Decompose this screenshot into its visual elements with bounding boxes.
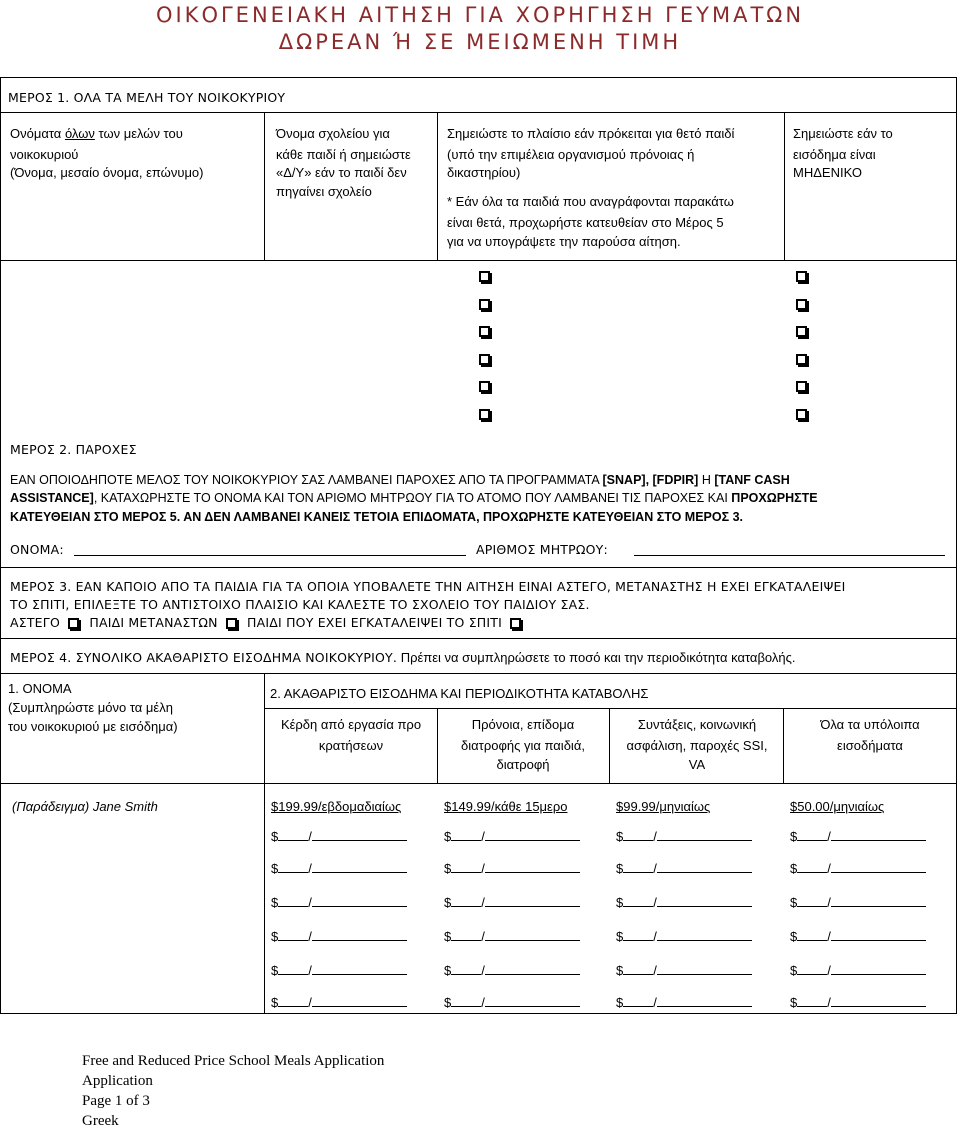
welfare-amount-field[interactable] — [444, 828, 580, 845]
frequency-separator: / — [653, 895, 657, 910]
frequency-separator: / — [308, 861, 312, 876]
dollar-sign: $ — [790, 895, 798, 910]
dollar-sign: $ — [271, 895, 279, 910]
dollar-sign: $ — [616, 995, 624, 1010]
footer-page-number: Page 1 of 3 — [82, 1093, 150, 1109]
part1-col3-note-line1: * Εάν όλα τα παιδιά που αναγράφονται παρακάτω — [447, 194, 734, 209]
welfare-header-line1: Πρόνοια, επίδομα — [471, 717, 575, 732]
other-income-header-line2: εισοδήματα — [837, 738, 903, 753]
outer-border-left — [0, 77, 1, 1013]
part1-col1-header-line3: (Όνομα, μεσαίο όνομα, επώνυμο) — [10, 165, 204, 180]
part4-sub-divider-3 — [783, 708, 784, 783]
part4-col1-header-line3: του νοικοκυριού με εισόδημα) — [8, 719, 178, 734]
other-amount-field[interactable] — [790, 962, 926, 979]
dollar-sign: $ — [790, 995, 798, 1010]
part2-instructions-line2: ASSISTANCE], ΚΑΤΑΧΩΡΗΣΤΕ ΤΟ ΟΝΟΜΑ ΚΑΙ ΤΟΝ ΑΡΙΘΜΟ ΜΗΤΡΩΟΥ ΓΙΑ ΤΟ ΑΤΟΜΟ ΠΟΥ ΛΑΜΒΑΝΕΙ ΤΙΣ ΠΑΡΟΧΕΣ ΚΑΙ ΠΡΟΧΩΡΗΣΤΕ — [10, 491, 818, 505]
part4-subheader-top — [264, 708, 957, 709]
part3-instructions-line2: ΤΟ ΣΠΙΤΙ, ΕΠΙΛΕΞΤΕ ΤΟ ΑΝΤΙΣΤΟΙΧΟ ΠΛΑΙΣΙΟ ΚΑΙ ΚΑΛΕΣΤΕ ΤΟ ΣΧΟΛΕΙΟ ΤΟΥ ΠΑΙΔΙΟΥ ΣΑΣ. — [10, 597, 590, 612]
welfare-amount-field[interactable] — [444, 928, 580, 945]
dollar-sign: $ — [616, 895, 624, 910]
frequency-separator: / — [827, 861, 831, 876]
earnings-amount-field[interactable] — [271, 894, 407, 911]
earnings-amount-field[interactable] — [271, 928, 407, 945]
dollar-sign: $ — [271, 829, 279, 844]
part1-divider — [0, 112, 957, 113]
migrant-label: ΠΑΙΔΙ ΜΕΤΑΝΑΣΤΩΝ — [89, 615, 218, 630]
part2-name-field[interactable] — [74, 541, 466, 556]
frequency-separator: / — [308, 829, 312, 844]
part3-instructions-line1: ΜΕΡΟΣ 3. ΕΑΝ ΚΑΠΟΙΟ ΑΠΟ ΤΑ ΠΑΙΔΙΑ ΓΙΑ ΤΑ ΟΠΟΙΑ ΥΠΟΒΑΛΕΤΕ ΤΗΝ ΑΙΤΗΣΗ ΕΙΝΑΙ ΑΣΤΕΓΟ, ΜΕΤΑΝΑΣΤΗΣ Η ΕΧΕΙ ΕΓΚΑΤΑΛΕΙΨΕΙ — [10, 579, 846, 594]
part2-case-number-field[interactable] — [634, 541, 945, 556]
frequency-separator: / — [653, 829, 657, 844]
part1-col2-header-line2: κάθε παιδί ή σημειώστε — [276, 147, 411, 162]
footer-language: Greek — [82, 1113, 119, 1129]
homeless-label: ΑΣΤΕΓΟ — [10, 615, 60, 630]
dollar-sign: $ — [271, 963, 279, 978]
part4-col1-header-line1: 1. ΟΝΟΜΑ — [8, 681, 72, 696]
pensions-amount-field[interactable] — [616, 928, 752, 945]
part4-heading: ΜΕΡΟΣ 4. ΣΥΝΟΛΙΚΟ ΑΚΑΘΑΡΙΣΤΟ ΕΙΣΟΔΗΜΑ ΝΟΙΚΟΚΥΡΙΟΥ. Πρέπει να συμπληρώσετε το ποσό και την περιοδικότητα καταβολής. — [10, 650, 796, 665]
outer-border-bottom — [0, 1013, 957, 1014]
other-amount-field[interactable] — [790, 928, 926, 945]
foster-checkbox[interactable] — [479, 351, 490, 369]
frequency-separator: / — [481, 929, 485, 944]
part1-col4-header-line3: ΜΗΔΕΝΙΚΟ — [793, 165, 862, 180]
dollar-sign: $ — [616, 861, 624, 876]
frequency-separator: / — [308, 895, 312, 910]
example-pensions: $99.99/μηνιαίως — [616, 799, 711, 814]
dollar-sign: $ — [444, 861, 452, 876]
dollar-sign: $ — [616, 963, 624, 978]
homeless-checkbox[interactable] — [68, 618, 79, 629]
foster-checkbox[interactable] — [479, 406, 490, 424]
other-amount-field[interactable] — [790, 860, 926, 877]
part4-subheader-bottom — [0, 783, 957, 784]
dollar-sign: $ — [790, 929, 798, 944]
part2-instructions-line1: ΕΑΝ ΟΠΟΙΟΔΗΠΟΤΕ ΜΕΛΟΣ ΤΟΥ ΝΟΙΚΟΚΥΡΙΟΥ ΣΑΣ ΛΑΜΒΑΝΕΙ ΠΑΡΟΧΕΣ ΑΠΟ ΤΑ ΠΡΟΓΡΑΜΜΑΤΑ [SNAP], [FDPIR] Η [TANF CASH — [10, 473, 790, 487]
earnings-amount-field[interactable] — [271, 828, 407, 845]
dollar-sign: $ — [444, 995, 452, 1010]
frequency-separator: / — [481, 861, 485, 876]
part1-col-divider-2 — [437, 112, 438, 260]
dollar-sign: $ — [790, 861, 798, 876]
part4-sub-divider-2 — [609, 708, 610, 783]
frequency-separator: / — [827, 929, 831, 944]
foster-checkbox[interactable] — [479, 378, 490, 396]
part3-divider — [0, 638, 957, 639]
zero-income-checkbox[interactable] — [796, 378, 807, 396]
part1-col2-header-line1: Όνομα σχολείου για — [276, 126, 390, 141]
dollar-sign: $ — [271, 929, 279, 944]
frequency-separator: / — [653, 963, 657, 978]
part1-header-bottom — [0, 260, 957, 261]
dollar-sign: $ — [444, 829, 452, 844]
zero-income-checkbox[interactable] — [796, 296, 807, 314]
part1-col2-header-line3: «Δ/Υ» εάν το παιδί δεν — [276, 165, 407, 180]
part1-col1-header: Ονόματα όλων των μελών του — [10, 126, 183, 141]
part1-col1-header-line2: νοικοκυριού — [10, 147, 79, 162]
footer-form-name: Free and Reduced Price School Meals Application — [82, 1053, 385, 1069]
welfare-header-line2: διατροφής για παιδιά, — [461, 738, 585, 753]
example-welfare: $149.99/κάθε 15μερο — [444, 799, 568, 814]
earnings-amount-field[interactable] — [271, 860, 407, 877]
form-title-line-2: ΔΩΡΕΑΝ Ή ΣΕ ΜΕΙΩΜΕΝΗ ΤΙΜΗ — [278, 30, 682, 54]
runaway-label: ΠΑΙΔΙ ΠΟΥ ΕΧΕΙ ΕΓΚΑΤΑΛΕΙΨΕΙ ΤΟ ΣΠΙΤΙ — [247, 615, 503, 630]
foster-checkbox[interactable] — [479, 268, 490, 286]
dollar-sign: $ — [616, 929, 624, 944]
outer-border-right — [956, 77, 957, 1013]
zero-income-checkbox[interactable] — [796, 406, 807, 424]
dollar-sign: $ — [790, 829, 798, 844]
migrant-checkbox[interactable] — [226, 618, 237, 629]
welfare-amount-field[interactable] — [444, 894, 580, 911]
part1-col-divider-1 — [264, 112, 265, 260]
foster-checkbox[interactable] — [479, 296, 490, 314]
pensions-header-line1: Συντάξεις, κοινωνική — [637, 717, 757, 732]
part1-heading: ΜΕΡΟΣ 1. ΟΛΑ ΤΑ ΜΕΛΗ ΤΟΥ ΝΟΙΚΟΚΥΡΙΟΥ — [8, 90, 286, 105]
part1-col-divider-3 — [784, 112, 785, 260]
runaway-checkbox[interactable] — [510, 618, 521, 629]
pensions-amount-field[interactable] — [616, 828, 752, 845]
part3-options — [10, 614, 521, 631]
part4-col2-title: 2. ΑΚΑΘΑΡΙΣΤΟ ΕΙΣΟΔΗΜΑ ΚΑΙ ΠΕΡΙΟΔΙΚΟΤΗΤΑ ΚΑΤΑΒΟΛΗΣ — [270, 686, 649, 701]
dollar-sign: $ — [444, 963, 452, 978]
part2-case-number-label: ΑΡΙΘΜΟΣ ΜΗΤΡΩΟΥ: — [476, 542, 608, 557]
frequency-separator: / — [481, 963, 485, 978]
welfare-amount-field[interactable] — [444, 860, 580, 877]
part4-divider — [0, 673, 957, 674]
zero-income-checkbox[interactable] — [796, 323, 807, 341]
outer-border-top — [0, 77, 957, 78]
other-income-header-line1: Όλα τα υπόλοιπα — [820, 717, 920, 732]
dollar-sign: $ — [444, 929, 452, 944]
pensions-amount-field[interactable] — [616, 962, 752, 979]
frequency-separator: / — [308, 963, 312, 978]
dollar-sign: $ — [271, 995, 279, 1010]
other-amount-field[interactable] — [790, 828, 926, 845]
other-amount-field[interactable] — [790, 994, 926, 1011]
frequency-separator: / — [827, 829, 831, 844]
welfare-amount-field[interactable] — [444, 994, 580, 1011]
part2-heading: ΜΕΡΟΣ 2. ΠΑΡΟΧΕΣ — [10, 442, 137, 457]
welfare-header-line3: διατροφή — [496, 757, 550, 772]
frequency-separator: / — [653, 929, 657, 944]
example-earnings: $199.99/εβδομαδιαίως — [271, 799, 402, 814]
earnings-amount-field[interactable] — [271, 994, 407, 1011]
zero-income-checkbox[interactable] — [796, 268, 807, 286]
earnings-amount-field[interactable] — [271, 962, 407, 979]
earnings-header-line2: κρατήσεων — [318, 738, 384, 753]
part1-col4-header-line1: Σημειώστε εάν το — [793, 126, 893, 141]
welfare-amount-field[interactable] — [444, 962, 580, 979]
frequency-separator: / — [481, 895, 485, 910]
example-other: $50.00/μηνιαίως — [790, 799, 885, 814]
example-name: (Παράδειγμα) Jane Smith — [12, 799, 158, 814]
frequency-separator: / — [653, 861, 657, 876]
frequency-separator: / — [308, 995, 312, 1010]
part1-col3-header-line2: (υπό την επιμέλεια οργανισμού πρόνοιας ή — [447, 147, 695, 162]
frequency-separator: / — [827, 963, 831, 978]
part1-col3-header-line3: δικαστηρίου) — [447, 165, 521, 180]
form-title-line-1: ΟΙΚΟΓΕΝΕΙΑΚΗ ΑΙΤΗΣΗ ΓΙΑ ΧΟΡΗΓΗΣΗ ΓΕΥΜΑΤΩΝ — [155, 3, 805, 27]
part4-sub-divider-1 — [437, 708, 438, 783]
part1-col4-header-line2: εισόδημα είναι — [793, 147, 876, 162]
dollar-sign: $ — [790, 963, 798, 978]
frequency-separator: / — [653, 995, 657, 1010]
pensions-amount-field[interactable] — [616, 894, 752, 911]
frequency-separator: / — [827, 995, 831, 1010]
part1-col3-note-line2: είναι θετά, προχωρήστε κατευθείαν στο Μέρος 5 — [447, 215, 724, 230]
pensions-header-line3: VA — [688, 757, 706, 772]
dollar-sign: $ — [444, 895, 452, 910]
earnings-header-line1: Κέρδη από εργασία προ — [280, 717, 422, 732]
dollar-sign: $ — [616, 829, 624, 844]
dollar-sign: $ — [271, 861, 279, 876]
frequency-separator: / — [481, 829, 485, 844]
part2-instructions-line3: ΚΑΤΕΥΘΕΙΑΝ ΣΤΟ ΜΕΡΟΣ 5. ΑΝ ΔΕΝ ΛΑΜΒΑΝΕΙ ΚΑΝΕΙΣ ΤΕΤΟΙΑ ΕΠΙΔΟΜΑΤΑ, ΠΡΟΧΩΡΗΣΤΕ ΚΑΤΕΥΘΕΙΑΝ ΣΤΟ ΜΕΡΟΣ 3. — [10, 510, 744, 524]
part2-name-label: ΟΝΟΜΑ: — [10, 542, 64, 557]
part2-divider — [0, 567, 957, 568]
pensions-header-line2: ασφάλιση, παροχές SSI, — [626, 738, 768, 753]
part1-col3-header-line1: Σημειώστε το πλαίσιο εάν πρόκειται για θετό παιδί — [447, 126, 735, 141]
frequency-separator: / — [481, 995, 485, 1010]
footer-form-type: Application — [82, 1073, 153, 1089]
frequency-separator: / — [827, 895, 831, 910]
pensions-amount-field[interactable] — [616, 860, 752, 877]
part1-col3-note-line3: για να υπογράψετε την παρούσα αίτηση. — [447, 234, 681, 249]
frequency-separator: / — [308, 929, 312, 944]
part4-col1-header-line2: (Συμπληρώστε μόνο τα μέλη — [8, 700, 173, 715]
foster-checkbox[interactable] — [479, 323, 490, 341]
other-amount-field[interactable] — [790, 894, 926, 911]
pensions-amount-field[interactable] — [616, 994, 752, 1011]
part1-col2-header-line4: πηγαίνει σχολείο — [276, 184, 372, 199]
zero-income-checkbox[interactable] — [796, 351, 807, 369]
